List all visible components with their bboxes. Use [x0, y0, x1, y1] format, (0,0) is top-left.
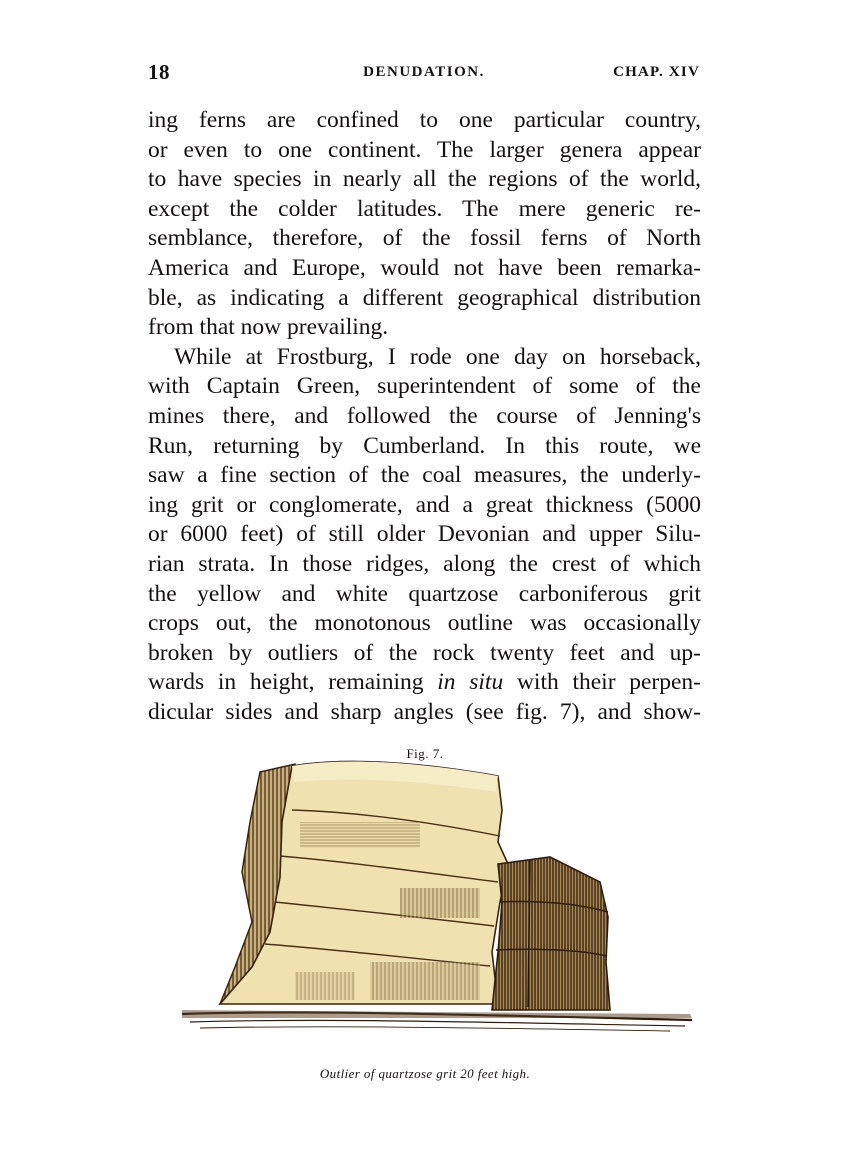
paragraph-last-line: from that now prevailing. [148, 314, 389, 341]
text-line: saw a fine section of the coal measures, the underly- [148, 462, 701, 489]
rock-outlier-illustration [180, 752, 700, 1052]
page-number: 18 [148, 60, 170, 84]
text-line: crops out, the monotonous outline was occasionally [148, 610, 701, 637]
chapter-label: CHAP. XIV [613, 64, 700, 80]
running-title: DENUDATION. [363, 64, 485, 80]
figure-caption: Outlier of quartzose grit 20 feet high. [319, 1066, 531, 1081]
running-head [148, 60, 700, 88]
text-segment: with their perpen- [516, 669, 701, 696]
text-line: dicular sides and sharp angles (see fig. 7), and show- [148, 698, 701, 725]
body-text [148, 106, 701, 727]
text-line: ble, as indicating a different geographical distribution [148, 284, 701, 311]
italic-phrase: in situ [437, 669, 504, 696]
text-line: except the colder latitudes. The mere generic re- [148, 195, 701, 222]
text-line: with Captain Green, superintendent of some of the [148, 373, 701, 400]
text-line: ing grit or conglomerate, and a great thickness (5000 [148, 491, 701, 518]
figure-label: Fig. 7. [406, 746, 444, 761]
text-segment: wards in height, remaining [148, 669, 424, 696]
text-line: mines there, and followed the course of Jenning's [148, 402, 701, 429]
text-line: or 6000 feet) of still older Devonian and upper Silu- [148, 521, 701, 548]
paragraph-first-line: While at Frostburg, I rode one day on horseback, [174, 343, 701, 370]
text-line: to have species in nearly all the regions of the world, [148, 166, 701, 193]
text-line: or even to one continent. The larger genera appear [148, 136, 701, 163]
text-line-with-italic [148, 668, 701, 698]
text-line: Run, returning by Cumberland. In this route, we [148, 432, 701, 459]
text-line: America and Europe, would not have been remarka- [148, 254, 701, 281]
text-line: broken by outliers of the rock twenty feet and up- [148, 639, 701, 666]
text-line: the yellow and white quartzose carboniferous grit [148, 580, 701, 607]
text-line: semblance, therefore, of the fossil ferns of North [148, 225, 701, 252]
text-line: ing ferns are confined to one particular country, [148, 107, 701, 133]
text-line: rian strata. In those ridges, along the crest of which [148, 550, 701, 577]
